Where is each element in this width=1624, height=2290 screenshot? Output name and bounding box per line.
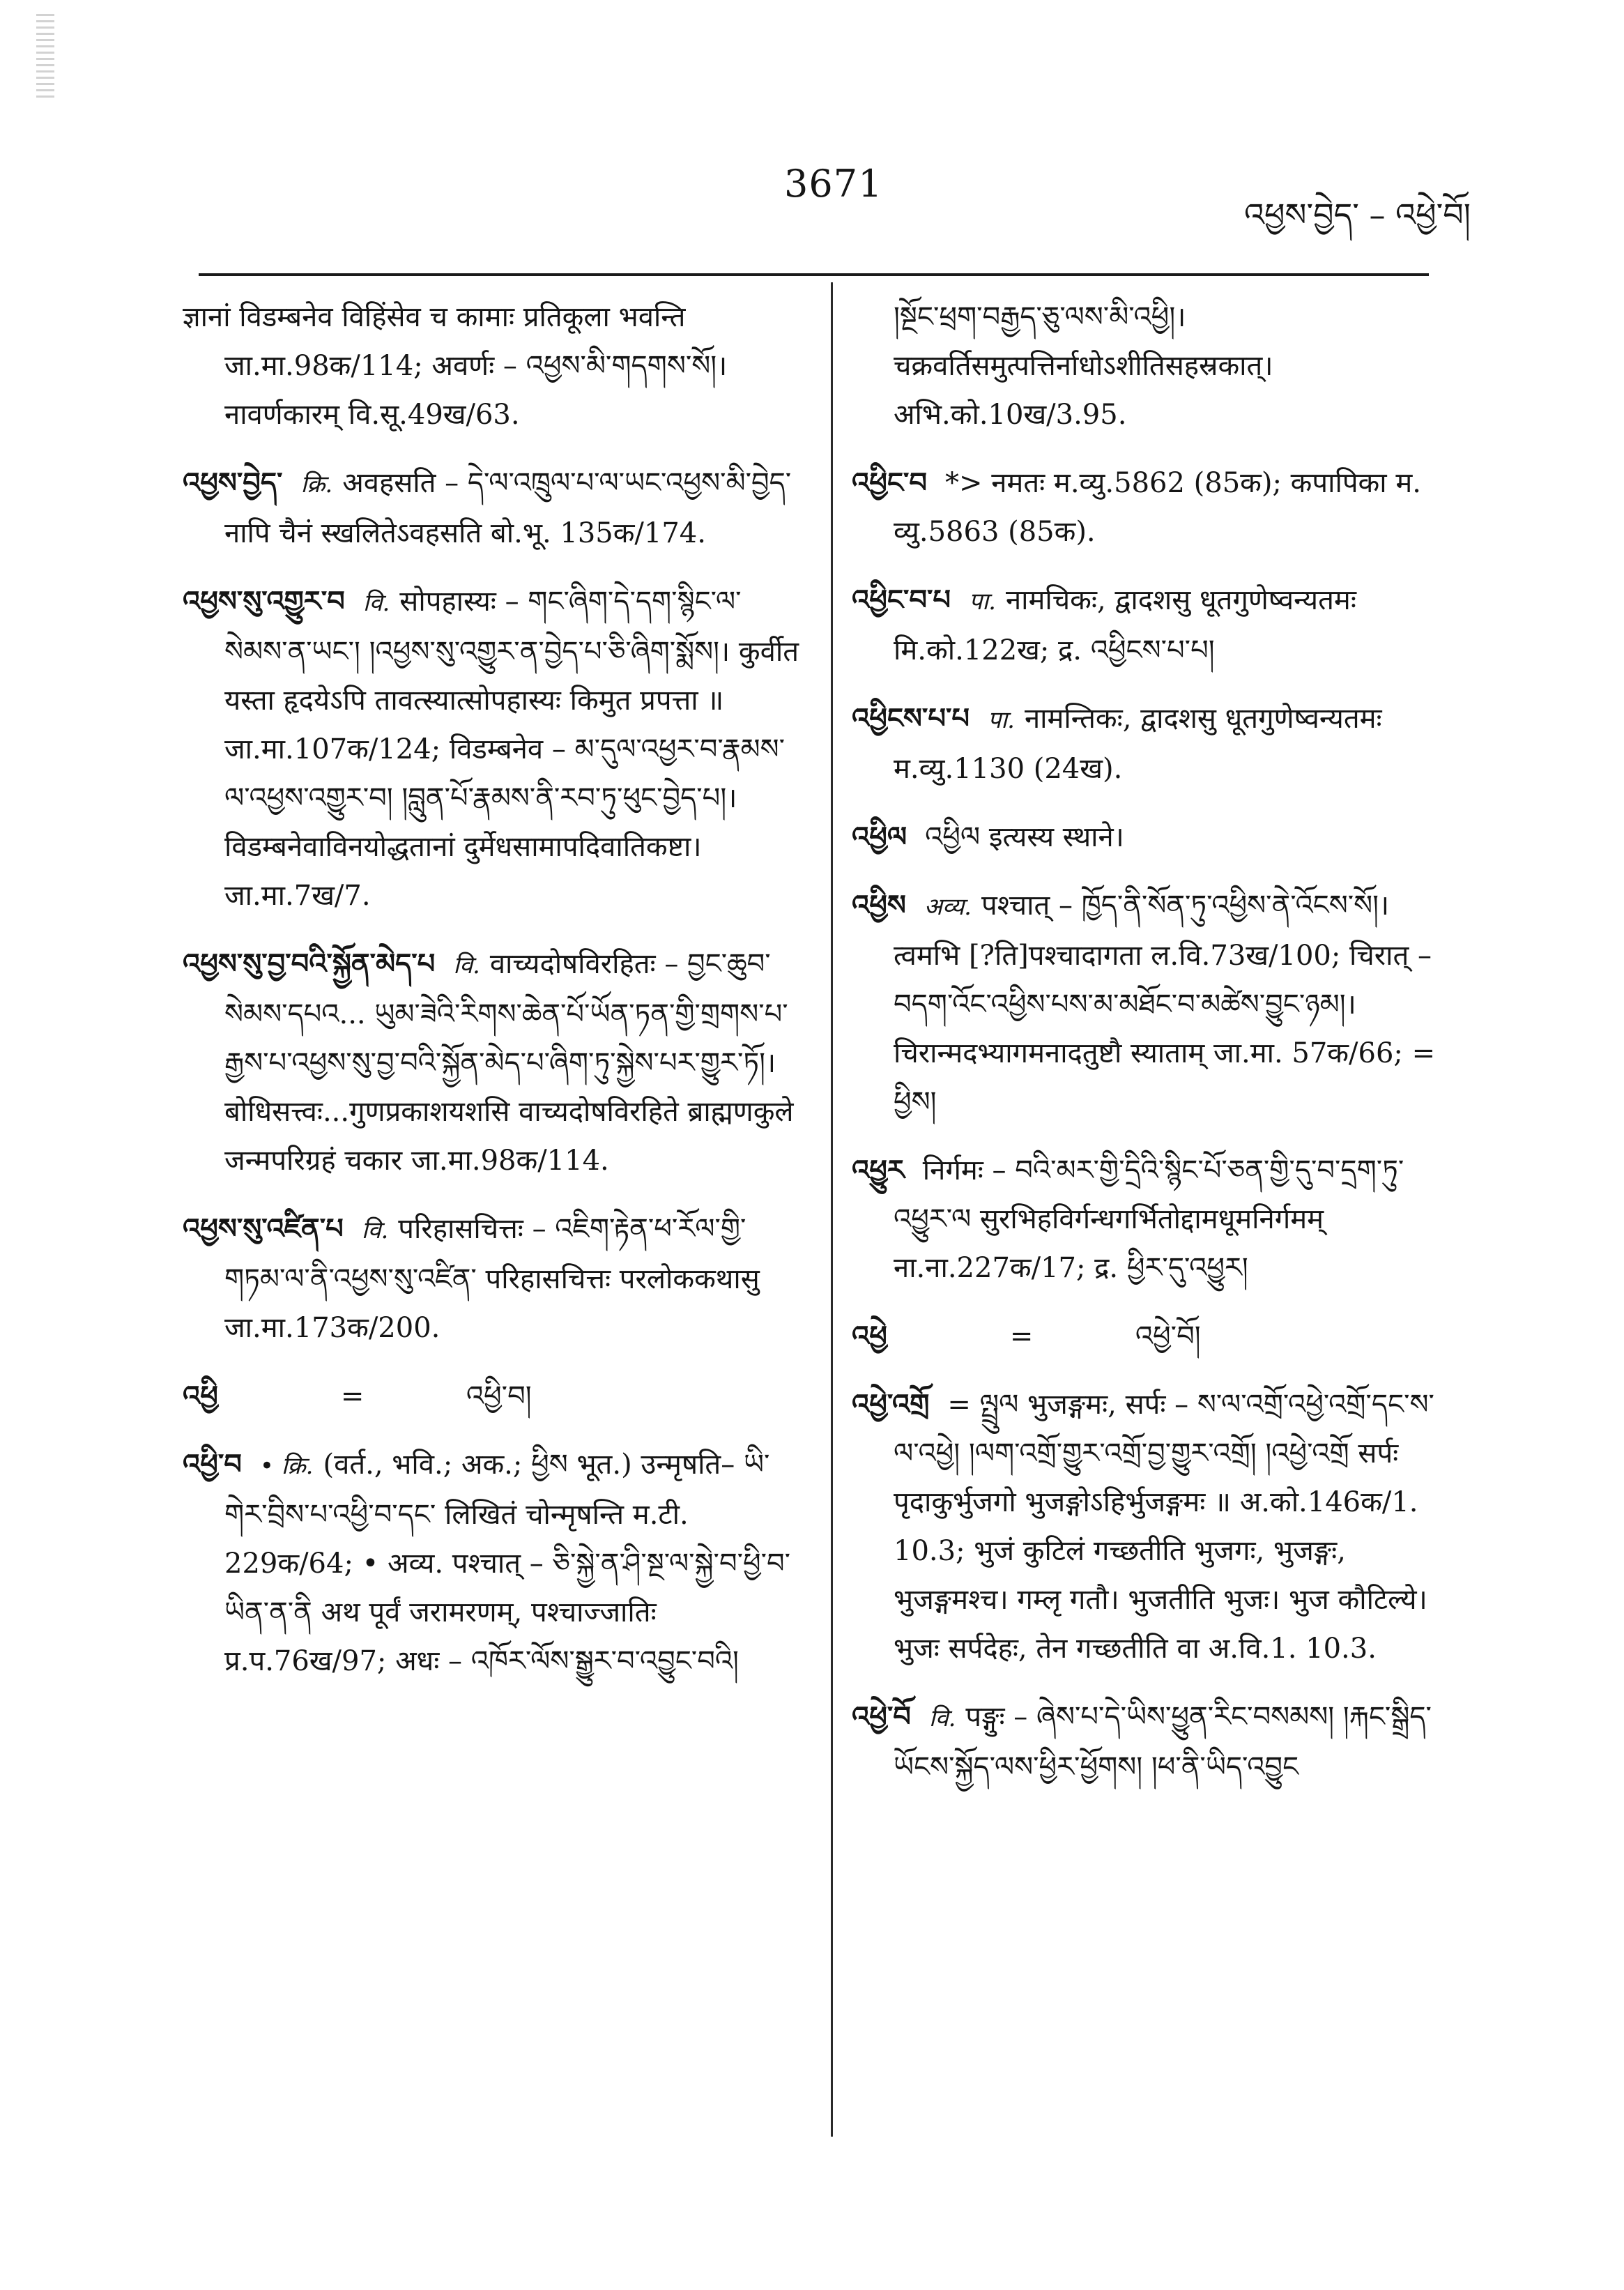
dictionary-entry [852, 694, 1458, 793]
entry-text: *> नमतः म.व्यु.5862 (85क); कपापिका म. व्यु.5863 (85क). [894, 467, 1421, 548]
entry-text: पङ्गुः – ཞེས་པ་དེ་ཡིས་ཕྱུན་རིང་བསམས། །རྐང་སྒྲིད་ཡོངས་སྐྱོད་ལས་ཕྱིར་ཕྱོགས། །ཕ་ནི་ཡིད་འབྱུང [894, 1701, 1432, 1783]
dictionary-entry [852, 293, 1458, 439]
entry-text: परिहासचित्तः – འཇིག་རྟེན་ཕ་རོལ་གྱི་གཏམ་ལ་ནི་འཕྱས་སུ་འཛིན་ परिहासचित्तः परलोककथासु जा.मा.173क/200. [224, 1213, 760, 1344]
running-head: འཕྱས་བྱེད་ – འཕྱེ་བོ། [1243, 196, 1471, 234]
dictionary-entry [852, 576, 1458, 675]
entry-text: वाच्यदोषविरहितः – བྱང་ཆུབ་སེམས་དཔའ... ཡུམ་ཟེའི་རིགས་ཆེན་པོ་ཡོན་ཏན་གྱི་གྲགས་པ་རྒྱས་པ་འཕྱས་སུ་བྱ་བའི་སྐྱོན་མེད་པ་ཞིག་ཏུ་སྐྱེས་པར་གྱུར་ཏོ།। बोधिसत्त्वः...गुणप्रकाशयशसि वाच्यदोषविरहिते ब्राह्मणकुले जन्मपरिग्रहं चकार जा.मा.98क/114. [224, 948, 794, 1177]
headword: འཕྱི་བ [183, 1448, 242, 1481]
headword: འཕྱིལ [852, 820, 907, 853]
dictionary-entry [852, 1380, 1458, 1673]
entry-text: पश्चात् – ཁྱོད་ནི་སོན་ཏུ་འཕྱིས་ནེ་འོངས་སོ།। त्वमभि [?ति]पश्चादागता ल.वि.73ख/100; चिरात् – བདག་འོང་འཕྱིས་པས་མ་མཐོང་བ་མཚེས་བྱུང་ཉམ།। चिरान्मदभ्यागमनादतुष्टौ स्याताम् जा.मा. 57क/66; = ཕྱིས། [894, 890, 1436, 1118]
page-number: 3671 [784, 162, 883, 206]
dictionary-entry [183, 1205, 803, 1352]
dictionary-entry [183, 940, 803, 1185]
grammar-label: क्रि. [300, 471, 333, 498]
dictionary-entry [183, 577, 803, 920]
entry-text: अवहसति – དེ་ལ་འཁྲུལ་པ་ལ་ཡང་འཕྱས་མི་བྱེད་ नापि चैनं स्खलितेऽवहसति बो.भू. 135क/174. [224, 467, 792, 549]
entry-text: नामन्तिकः, द्वादशसु धूतगुणेष्वन्यतमः म.व्यु.1130 (24ख). [894, 703, 1382, 785]
dictionary-entry [183, 293, 803, 439]
headword: འཕྱས་སུ་འགྱུར་བ [183, 585, 345, 618]
entry-text: འཕྱིལ इत्यस्य स्थाने। [925, 821, 1124, 853]
dictionary-entry: འཕྱི = འཕྱི་བ། [183, 1380, 532, 1412]
grammar-label: पा. [969, 588, 996, 616]
headword: འཕྱས་སུ་འཛིན་པ [183, 1212, 344, 1245]
left-column [183, 293, 803, 1705]
scan-margin-mark [36, 14, 54, 98]
dictionary-entry [852, 459, 1458, 556]
grammar-label: • क्रि. [259, 1452, 314, 1480]
column-divider [831, 282, 833, 2137]
headword: འཕྱི [183, 1380, 218, 1412]
header-rule [199, 273, 1429, 276]
cross-reference: འཕྱེ་བོ། [1135, 1320, 1201, 1352]
grammar-label: पा. [988, 706, 1015, 734]
grammar-label: वि. [928, 1704, 956, 1732]
entry-text: = ལྤྲུལ भुजङ्गमः, सर्पः – ས་ལ་འགྲོ་འཕྱེ་འགྲོ་དང་ས་ལ་འཕྱེ། །ལག་འགྲོ་གྱུར་འགྲོ་བྱ་གྱུར་འགྲོ། །འཕྱེ་འགྲོ सर्पः पृदाकुर्भुजगो भुजङ्गोऽहिर्भुजङ्गमः ॥ अ.को.146क/1. 10.3; भुजं कुटिलं गच्छतीति भुजगः, भुजङ्गः, भुजङ्गमश्च। गम्लृ गतौ। भुजतीति भुजः। भुज कौटिल्ये। भुजः सर्पदेहः, तेन गच्छतीति वा अ.वि.1. 10.3. [894, 1389, 1434, 1665]
headword: འཕྱེ [852, 1320, 887, 1352]
headword: འཕྱེ་བོ [852, 1700, 911, 1733]
dictionary-entry [183, 1440, 803, 1686]
entry-text: ज्ञानां विडम्बनेव विहिंसेव च कामाः प्रतिकूला भवन्ति जा.मा.98क/114; अवर्णः – འཕྱས་མི་གདགས་སོ།। नावर्णकारम् वि.सू.49ख/63. [183, 301, 728, 431]
entry-text: निर्गमः – བའི་མར་གྱི་དྲིའི་སྙིང་པོ་ཅན་གྱི་དུ་བ་དྲག་ཏུ་འཕྱུར་ལ सुरभिहविर्गन्धगर्भितोद्दामधूमनिर्गमम् ना.ना.227क/17; द्र. ཕྱིར་དུ་འཕྱུར། [894, 1154, 1404, 1284]
dictionary-entry: འཕྱེ = འཕྱེ་བོ། [852, 1320, 1201, 1352]
dictionary-entry [852, 1146, 1458, 1292]
headword: འཕྱས་བྱེད་ [183, 466, 283, 499]
entry-text: །སྔོང་ཕྲག་བརྒྱད་ཅུ་ལས་མི་འཕྱི།। चक्रवर्तिसमुत्पत्तिर्नाधोऽशीतिसहस्रकात्। अभि.को.10ख/3.95. [894, 301, 1273, 431]
right-column [852, 293, 1458, 1811]
grammar-label: वि. [453, 952, 480, 979]
headword: འཕྱིས [852, 889, 906, 922]
grammar-label: अव्य. [924, 893, 972, 921]
dictionary-entry [852, 1693, 1458, 1792]
dictionary-entry [852, 881, 1458, 1127]
dictionary-entry [852, 813, 1458, 862]
entry-text: नामचिकः, द्वादशसु धूतगुणेष्वन्यतमः मि.को.122ख; द्र. འཕྱིངས་པ་པ། [894, 584, 1356, 666]
headword: འཕྱིང་བ་པ [852, 583, 951, 616]
entry-text: (वर्त., भवि.; अक.; ཕྱིས भूत.) उन्मृषति– ཡི་གེར་བྲིས་པ་འཕྱི་བ་དང་ लिखितं चोन्मृषन्ति म.टी. 229क/64; • अव्य. पश्चात् – ཅི་སྐྱེ་ན་ཤི་སྔ་ལ་སྐྱེ་བ་ཕྱི་བ་ཡིན་ན་ནི अथ पूर्वं जरामरणम्, पश्चाज्जातिः प्र.प.76ख/97; अधः – འཁོར་ལོས་སྒྱུར་བ་འབྱུང་བའི། [224, 1449, 791, 1677]
cross-reference: འཕྱི་བ། [466, 1380, 532, 1412]
dictionary-entry [183, 459, 803, 558]
headword: འཕྱས་སུ་བྱ་བའི་སྐྱོན་མེད་པ [183, 947, 436, 980]
headword: འཕྱེ་འགྲོ [852, 1388, 930, 1421]
headword: འཕྱིང་བ [852, 466, 927, 499]
grammar-label: वि. [361, 1216, 389, 1244]
headword: འཕྱིངས་པ་པ [852, 702, 970, 735]
headword: འཕྱུར [852, 1154, 905, 1186]
grammar-label: वि. [362, 589, 390, 617]
entry-text: सोपहास्यः – གང་ཞིག་དེ་དག་སྙིང་ལ་སེམས་ན་ཡང་། །འཕྱས་སུ་འགྱུར་ན་བྱེད་པ་ཅི་ཞིག་སྨོས།। कुर्वीत यस्ता हृदयेऽपि तावत्स्यात्सोपहास्यः किमुत प्रपत्ता ॥ जा.मा.107क/124; विडम्बनेव – མ་དུལ་འཕྱར་བ་རྣམས་ལ་འཕྱས་འགྱུར་བ། །བླུན་པོ་རྣམས་ནི་རབ་ཏུ་ཕུང་བྱེད་པ།। विडम्बनेवाविनयोद्धतानां दुर्मेधसामापदिवातिकष्टा। जा.मा.7ख/7. [224, 586, 799, 912]
